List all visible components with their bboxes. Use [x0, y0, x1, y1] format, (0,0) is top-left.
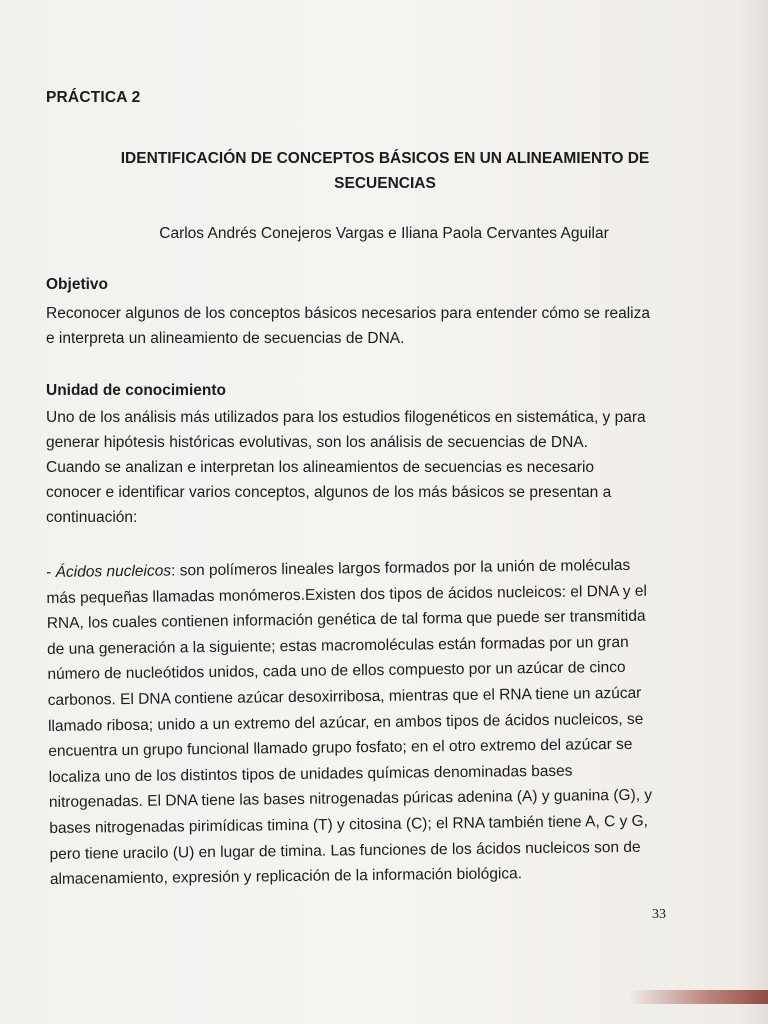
objective-heading: Objetivo [46, 276, 109, 293]
term-nucleic-acids: Ácidos nucleicos [55, 562, 172, 581]
nucleic-line: llamado ribosa; unido a un extremo del azúcar, en ambos tipos de ácidos nucleicos, se [47, 710, 644, 735]
practice-label: PRÁCTICA 2 [46, 89, 141, 106]
nucleic-line: más pequeñas llamadas monómeros.Existen dos tipos de ácidos nucleicos: el DNA y el [46, 582, 648, 607]
objective-line: e interpreta un alineamiento de secuencias de DNA. [46, 330, 405, 347]
knowledge-line: conocer e identificar varios conceptos, algunos de los más básicos se presentan a [46, 484, 612, 501]
nucleic-line: encuentra un grupo funcional llamado grupo fosfato; en el otro extremo del azúcar se [48, 736, 633, 761]
nucleic-line: de una generación a la siguiente; estas macromoléculas están formadas por un gran [46, 633, 629, 658]
objective-line: Reconocer algunos de los conceptos básicos necesarios para entender cómo se realiza [46, 305, 650, 322]
page-edge-shadow [736, 0, 768, 1024]
knowledge-line: Cuando se analizan e interpretan los alineamientos de secuencias es necesario [46, 459, 595, 476]
nucleic-line: almacenamiento, expresión y replicación de la información biológica. [49, 865, 523, 889]
nucleic-line: bases nitrogenadas pirimídicas timina (T) y citosina (C); el RNA también tiene A, C y G, [49, 812, 649, 837]
knowledge-paragraph [46, 405, 686, 530]
document-title [70, 146, 700, 196]
objective-paragraph [46, 301, 686, 351]
nucleic-acids-paragraph [46, 552, 690, 893]
nucleic-line: localiza uno de los distintos tipos de unidades químicas denominadas bases [48, 762, 573, 786]
page-number: 33 [652, 907, 666, 922]
knowledge-heading: Unidad de conocimiento [46, 382, 226, 399]
title-line-1: IDENTIFICACIÓN DE CONCEPTOS BÁSICOS EN UN ALINEAMIENTO DE [120, 150, 650, 167]
knowledge-line: continuación: [46, 509, 138, 526]
authors: Carlos Andrés Conejeros Vargas e Iliana Paola Cervantes Aguilar [159, 225, 609, 242]
knowledge-line: generar hipótesis históricas evolutivas, son los análisis de secuencias de DNA. [46, 434, 588, 451]
definition-start: : son polímeros lineales largos formados por la unión de moléculas [170, 556, 631, 580]
title-line-2: SECUENCIAS [334, 175, 436, 192]
nucleic-line: nitrogenadas. El DNA tiene las bases nitrogenadas púricas adenina (A) y guanina (G), y [48, 786, 653, 812]
list-dash: - [46, 563, 56, 581]
nucleic-line: número de nucleótidos unidos, cada uno de ellos compuesto por un azúcar de cinco [47, 659, 626, 684]
knowledge-line: Uno de los análisis más utilizados para los estudios filogenéticos en sistemática, y para [46, 409, 646, 426]
nucleic-line: RNA, los cuales contienen información genética de tal forma que puede ser transmitida [46, 607, 646, 633]
nucleic-line: carbonos. El DNA contiene azúcar desoxirribosa, mientras que el RNA tiene un azúcar [47, 684, 642, 709]
nucleic-line: pero tiene uracilo (U) en lugar de timina. Las funciones de los ácidos nucleicos son de [49, 838, 641, 863]
scan-stain [628, 990, 768, 1004]
